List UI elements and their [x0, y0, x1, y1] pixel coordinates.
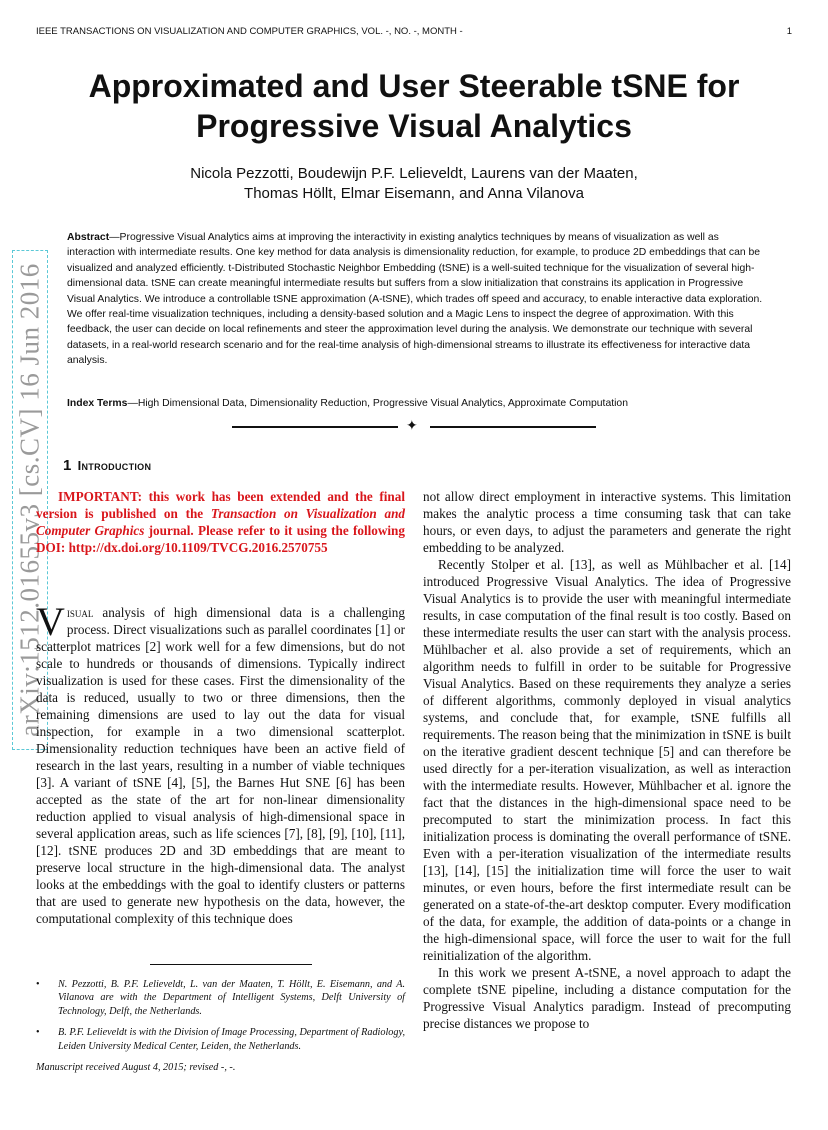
title-line-1: Approximated and User Steerable tSNE for — [88, 68, 740, 104]
intro-right-paragraph-2: Recently Stolper et al. [13], as well as Mühlbacher et al. [14] introduced Progressive Visual Analytics. The idea of Progressive Visual Analytics is to provide the user with meaningful intermediate results, in case computation of the final result is too costly. Based on these intermediate results the user can start with the analysis process. Mühlbacher et al. also provide a set of requirements, which an algorithm needs to fulfill in order to be suitable for Progressive Visual Analytics. Based on these requirements they analyze a series of different algorithms, commonly deployed in visual analytics systems, and conclude that, for example, tSNE fulfills all requirements. The reason being that the minimization in tSNE is built on the iterative gradient descent technique [5] and can therefore be used directly for a per-iteration visualization, as well as interaction with the intermediate results. However, Mühlbacher et al. ignore the fact that the distances in the high-dimensional space need to be precomputed to start the minimization process. In fact this initialization process is dominating the overall performance of tSNE. Even with a per-iteration visualization of the intermediate results [13], [14], [15] the initialization time will force the user to wait minutes, or even hours, before the first intermediate result can be generated on a state-of-the-art desktop computer. Every modification of the data, for example, the addition of data-points or a change in the high-dimensional space, will force the user to wait for the full reinitialization of the algorithm. — [423, 557, 791, 963]
footnote-text-2: B. P.F. Lelieveldt is with the Division of Image Processing, Department of Radiology, Leiden University Medical Center, Leiden, the Netherlands. — [58, 1027, 405, 1052]
section-divider — [232, 420, 596, 434]
footnote-affiliation-2 — [36, 1026, 405, 1053]
footnote-text-1: N. Pezzotti, B. P.F. Lelieveldt, L. van der Maaten, T. Höllt, E. Eisemann, and A. Vilanova are with the Department of Intelligent Systems, Delft University of Technology, Delft, the Netherlands. — [58, 979, 405, 1017]
section-title: Introduction — [77, 458, 152, 473]
important-note-part1: IMPORTANT: this work has been extended and the final version is published on the — [36, 489, 405, 521]
intro-left-text: analysis of high dimensional data is a challenging process. Direct visualizations such as parallel coordinates [1] or scatterplot matrices [2] work well for a few dimensions, but do not scale to hundreds or thousands of dimensions. Typically indirect visualization is used for these cases. First the dimensionality of the data is reduced, usually to two or three dimensions, then the remaining dimensions are used to lay out the data for visual inspection, for example in a two dimensional scatterplot. Dimensionality reduction techniques have been an active field of research in the last years, resulting in a number of viable techniques [3]. A variant of tSNE [4], [5], the Barnes Hut SNE [6] has been accepted as the state of the art for non-linear dimensionality reduction applied to visual analysis of high-dimensional space in several application areas, such as life sciences [7], [8], [9], [10], [11], [12]. tSNE produces 2D and 3D embeddings that are meant to preserve local structure in the high-dimensional data. The analyst looks at the embeddings with the goal to identify clusters or patterns that are used to generate new hypothesis on the data, however, the computational complexity of this technique does — [36, 605, 405, 926]
title-line-2: Progressive Visual Analytics — [196, 108, 632, 144]
authors-line-2: Thomas Höllt, Elmar Eisemann, and Anna Vilanova — [244, 185, 584, 202]
page-number: 1 — [786, 26, 792, 37]
divider-rule-left — [232, 426, 398, 428]
abstract-label: Abstract — [67, 232, 110, 243]
index-terms-label: Index Terms — [67, 398, 128, 409]
important-note-part2: journal. Please refer to it using the following DOI: http://dx.doi.org/10.1109/TVCG.2016.2570755 — [36, 523, 405, 555]
intro-first-word: isual — [66, 605, 94, 620]
intro-left-column — [36, 599, 405, 927]
author-list — [40, 164, 788, 204]
important-note — [36, 488, 405, 556]
footnote-affiliation-1 — [36, 978, 405, 1018]
footnotes — [36, 978, 405, 1074]
arxiv-identifier: arXiv:1512.01655v3 [cs.CV] 16 Jun 2016 — [14, 263, 45, 737]
authors-line-1: Nicola Pezzotti, Boudewijn P.F. Lelieveldt, Laurens van der Maaten, — [190, 165, 638, 182]
footnote-rule — [150, 964, 312, 965]
abstract — [67, 230, 763, 369]
footnote-bullet: • — [36, 979, 40, 990]
index-terms-text: —High Dimensional Data, Dimensionality Reduction, Progressive Visual Analytics, Approximate Computation — [127, 398, 628, 409]
paper-title — [40, 66, 788, 146]
intro-right-paragraph-3: In this work we present A-tSNE, a novel approach to adapt the complete tSNE pipeline, including a distance computation for the Progressive Visual Analytics paradigm. Instead of precomputing precise distances we propose to — [423, 965, 791, 1031]
divider-rule-right — [430, 426, 596, 428]
divider-diamond-icon: ✦ — [406, 418, 418, 434]
journal-name: IEEE TRANSACTIONS ON VISUALIZATION AND COMPUTER GRAPHICS, VOL. -, NO. -, MONTH - — [36, 26, 463, 37]
manuscript-dates: Manuscript received August 4, 2015; revised -, -. — [36, 1062, 236, 1074]
dropcap-letter: V — [36, 599, 65, 644]
intro-right-column — [423, 488, 791, 1032]
important-note-journal: Transaction on Visualization and Computer Graphics — [36, 506, 405, 538]
footnote-bullet: • — [36, 1027, 40, 1039]
section-number: 1 — [63, 457, 72, 474]
abstract-text: —Progressive Visual Analytics aims at improving the interactivity in existing analytics techniques by means of visualization as well as interaction with intermediate results. One key method for data analysis is dimensionality reduction, for example, to produce 2D embeddings that can be visualized and analyzed efficiently. t-Distributed Stochastic Neighbor Embedding (tSNE) is a well-suited technique for the visualization of several high-dimensional data. tSNE can create meaningful intermediate results but suffers from a slow initialization that constrains its application in Progressive Visual Analytics. We introduce a controllable tSNE approximation (A-tSNE), which trades off speed and accuracy, to enable interactive data exploration. We offer real-time visualization techniques, including a density-based solution and a Magic Lens to inspect the degree of approximation. With this feedback, the user can decide on local refinements and steer the approximation level during the analysis. We demonstrate our technique with several datasets, in a real-world research scenario and for the real-time analysis of high-dimensional streams to illustrate its effectiveness for interactive data analysis. — [67, 232, 763, 367]
index-terms — [67, 396, 763, 411]
intro-right-paragraph-1: not allow direct employment in interactive systems. This limitation makes the analytic process a time consuming task that can take hours, or even days, to adjust the parameters and generate the right embedding to be analyzed. — [423, 489, 791, 555]
section-heading-introduction — [63, 457, 151, 474]
